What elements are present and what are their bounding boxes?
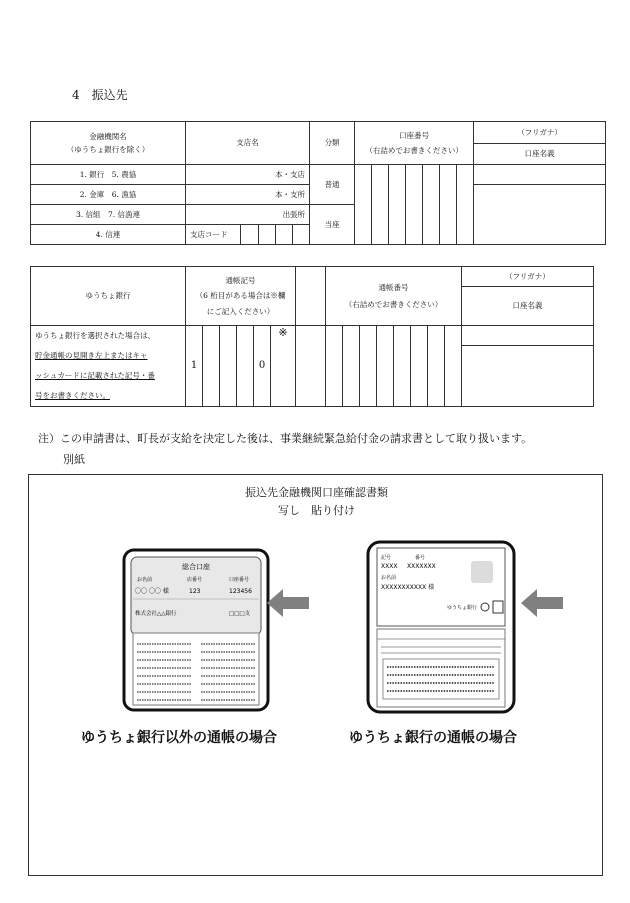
- passbook-digit-cell[interactable]: [343, 326, 360, 407]
- passbook-digit-cell[interactable]: [377, 326, 394, 407]
- svg-text:〇〇 〇〇 様: 〇〇 〇〇 様: [135, 588, 169, 595]
- account-digit-cell[interactable]: [423, 165, 440, 245]
- blank-cell: [296, 326, 326, 407]
- passbook-header: 総合口座: [182, 563, 210, 571]
- sixth-digit-cell[interactable]: ※: [271, 326, 296, 407]
- branch-type-2: 本・支所: [186, 185, 310, 205]
- passbook-digit-cell[interactable]: [394, 326, 411, 407]
- bank-name-header: 金融機関名 （ゆうちょ銀行を除く）: [31, 122, 186, 165]
- passbook-digit-cell[interactable]: [445, 326, 462, 407]
- bank-type-1: 1. 銀行 5. 農協: [31, 165, 186, 185]
- left-caption: ゆうちょ銀行以外の通帳の場合: [81, 730, 277, 746]
- passbook-digit-cell[interactable]: [326, 326, 343, 407]
- svg-text:ゆうちょ銀行: ゆうちょ銀行: [447, 605, 478, 611]
- note-text: 注）この申請書は、町長が支給を決定した後は、事業継続緊急給付金の請求書として取り扱います。: [38, 432, 533, 445]
- svg-text:□□□支: □□□支: [229, 611, 251, 617]
- yucho-account-table: [30, 266, 594, 407]
- account-type-ordinary: 普通: [310, 165, 355, 205]
- attachment-subtitle: 写し 貼り付け: [278, 504, 355, 517]
- attachment-label: 別紙: [63, 453, 85, 466]
- account-number-header: 口座番号 （右詰めでお書きください）: [355, 122, 474, 165]
- symbol-digit-cell[interactable]: [237, 326, 254, 407]
- symbol-digit-1: 1: [186, 326, 203, 407]
- svg-text:お名前: お名前: [381, 575, 397, 581]
- svg-text:123456: 123456: [229, 588, 252, 595]
- account-digit-cell[interactable]: [406, 165, 423, 245]
- symbol-header: 通帳記号 （6 桁目がある場合は※欄 にご記入ください）: [186, 267, 296, 326]
- attachment-title: 振込先金融機関口座確認書類: [245, 486, 388, 499]
- svg-text:口座番号: 口座番号: [229, 577, 250, 583]
- svg-text:番号: 番号: [415, 555, 426, 561]
- svg-text:株式会社△△銀行: 株式会社△△銀行: [135, 611, 177, 617]
- passbook-illustration: [121, 547, 311, 717]
- passbook-digit-cell[interactable]: [428, 326, 445, 407]
- furigana-field[interactable]: [462, 326, 594, 346]
- branch-name-header: 支店名: [186, 122, 310, 165]
- svg-text:XXXX: XXXX: [381, 563, 398, 570]
- yucho-passbook-illustration: [365, 539, 565, 719]
- bank-type-2: 2. 金庫 6. 漁協: [31, 185, 186, 205]
- arrow-icon: [521, 589, 563, 617]
- bank-type-3: 3. 信組 7. 信漁連: [31, 205, 186, 225]
- section-title: 4 振込先: [72, 88, 128, 102]
- account-holder-header: 口座名義: [462, 287, 594, 326]
- bank-account-table: [30, 121, 606, 245]
- symbol-digit-cell[interactable]: [220, 326, 237, 407]
- furigana-header: （フリガナ）: [474, 122, 606, 144]
- yucho-instructions: ゆうちょ銀行を選択された場合は、 貯金通帳の見開き左上またはキャ ッシュカードに記載された記号・番 号をお書きください。: [31, 326, 186, 407]
- blank-header: [296, 267, 326, 326]
- symbol-digit-cell[interactable]: [203, 326, 220, 407]
- branch-type-1: 本・支店: [186, 165, 310, 185]
- account-digit-cell[interactable]: [440, 165, 457, 245]
- bank-type-4: 4. 信連: [31, 225, 186, 245]
- furigana-header: （フリガナ）: [462, 267, 594, 287]
- account-holder-field[interactable]: [462, 346, 594, 407]
- branch-code-label: 支店コード: [186, 225, 241, 245]
- account-holder-header: 口座名義: [474, 144, 606, 165]
- account-digit-cell[interactable]: [355, 165, 372, 245]
- yucho-header: ゆうちょ銀行: [31, 267, 186, 326]
- account-digit-cell[interactable]: [389, 165, 406, 245]
- arrow-icon: [267, 589, 309, 617]
- account-digit-cell[interactable]: [457, 165, 474, 245]
- right-caption: ゆうちょ銀行の通帳の場合: [349, 730, 517, 746]
- svg-text:お名前: お名前: [137, 577, 153, 583]
- branch-code-cell[interactable]: [259, 225, 276, 245]
- svg-text:XXXXXXXXXXX 様: XXXXXXXXXXX 様: [381, 584, 435, 591]
- branch-code-cell[interactable]: [276, 225, 293, 245]
- account-type-current: 当座: [310, 205, 355, 245]
- svg-text:123: 123: [189, 588, 201, 595]
- svg-text:XXXXXXX: XXXXXXX: [407, 563, 436, 570]
- account-digit-cell[interactable]: [372, 165, 389, 245]
- passbook-digit-cell[interactable]: [360, 326, 377, 407]
- branch-type-3: 出張所: [186, 205, 310, 225]
- attachment-box: [28, 474, 603, 876]
- branch-code-cell[interactable]: [241, 225, 259, 245]
- svg-text:記号: 記号: [381, 555, 392, 561]
- symbol-digit-0: 0: [254, 326, 271, 407]
- passbook-digit-cell[interactable]: [411, 326, 428, 407]
- account-holder-field[interactable]: [474, 185, 606, 245]
- branch-code-cell[interactable]: [293, 225, 310, 245]
- type-header: 分類: [310, 122, 355, 165]
- furigana-field[interactable]: [474, 165, 606, 185]
- passbook-number-header: 通帳番号 （右詰めでお書きください）: [326, 267, 462, 326]
- svg-text:店番号: 店番号: [187, 577, 203, 583]
